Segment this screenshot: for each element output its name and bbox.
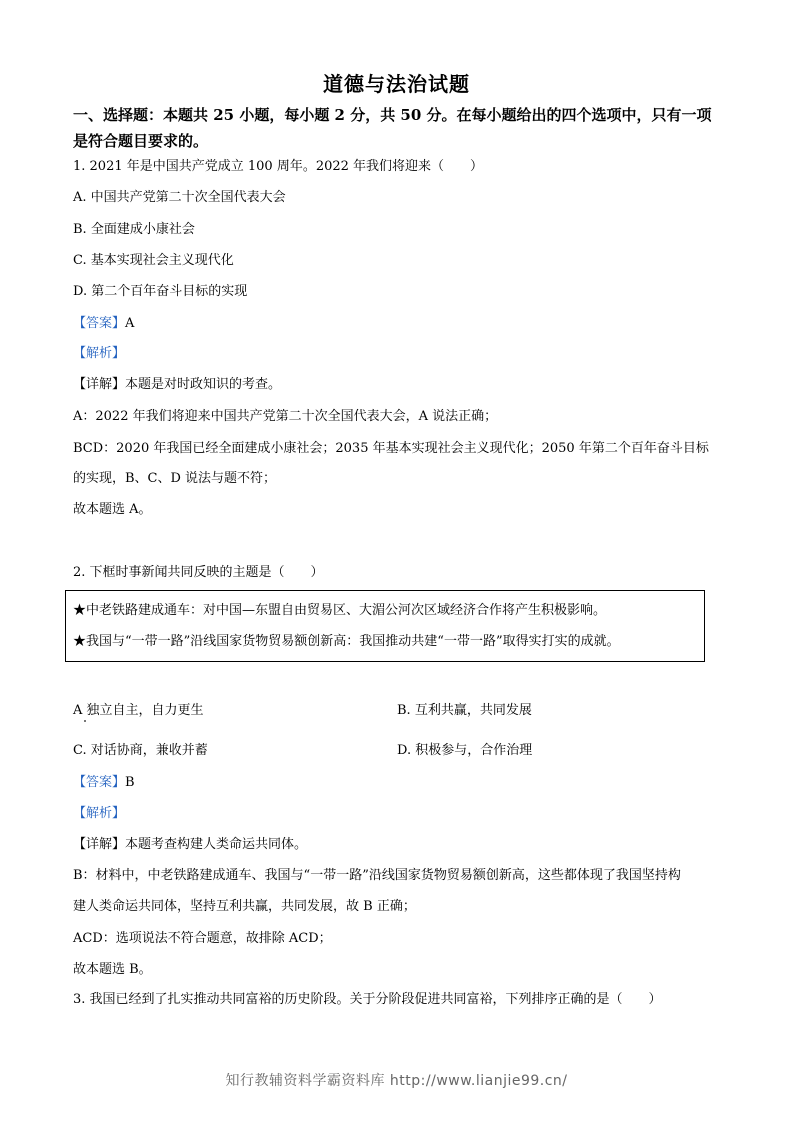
question-2-option-a: A 独立自主，自力更生 (73, 703, 204, 718)
question-2-analysis-tag: 【解析】 (73, 806, 126, 821)
question-2-explanation-line: ACD：选项说法不符合题意，故排除 ACD； (73, 931, 332, 946)
answer-value: A (125, 316, 135, 331)
question-2-stem: 2. 下框时事新闻共同反映的主题是（ ） (73, 565, 324, 580)
question-1-conclusion: 故本题选 A。 (73, 502, 152, 517)
question-2-conclusion: 故本题选 B。 (73, 962, 152, 977)
question-2-explanation-line: B：材料中，中老铁路建成通车、我国与“一带一路”沿线国家货物贸易额创新高，这些都体现了我国坚持构 (73, 868, 681, 883)
detail-text: 本题考查构建人类命运共同体。 (125, 837, 308, 852)
question-1-explanation-line: A：2022 年我们将迎来中国共产党第二十次全国代表大会，A 说法正确； (73, 409, 498, 424)
question-1-stem: 1. 2021 年是中国共产党成立 100 周年。2022 年我们将迎来（ ） (73, 159, 484, 174)
question-1-explanation-line: BCD：2020 年我国已经全面建成小康社会；2035 年基本实现社会主义现代化；2050 年第二个百年奋斗目标 (73, 441, 709, 456)
news-item: ★我国与“一带一路”沿线国家货物贸易额创新高：我国推动共建“一带一路”取得实打实的成就。 (73, 634, 620, 649)
question-1-detail (73, 375, 728, 395)
question-1-option-d: D. 第二个百年奋斗目标的实现 (73, 284, 248, 299)
answer-tag: 【答案】 (73, 316, 126, 331)
question-2-option-c: C. 对话协商，兼收并蓄 (73, 743, 208, 758)
question-1-option-b: B. 全面建成小康社会 (73, 222, 195, 237)
stray-dot (84, 720, 86, 722)
question-1-option-a: A. 中国共产党第二十次全国代表大会 (73, 190, 286, 205)
question-3-stem: 3. 我国已经到了扎实推动共同富裕的历史阶段。关于分阶段促进共同富裕，下列排序正确的是（ ） (73, 992, 662, 1007)
detail-text: 本题是对时政知识的考查。 (125, 377, 282, 392)
footer-watermark: 知行教辅资料学霸资料库 http://www.lianjie99.cn/ (225, 1073, 568, 1089)
detail-tag: 【详解】 (73, 837, 126, 852)
question-2-option-b: B. 互利共赢，共同发展 (397, 703, 532, 718)
detail-tag: 【详解】 (73, 377, 126, 392)
news-item: ★中老铁路建成通车：对中国—东盟自由贸易区、大湄公河次区域经济合作将产生积极影响。 (73, 603, 607, 618)
question-2-detail (73, 835, 728, 855)
question-1-analysis-tag: 【解析】 (73, 346, 126, 361)
news-box (65, 590, 705, 662)
section-heading: 一、选择题：本题共 25 小题，每小题 2 分，共 50 分。在每小题给出的四个选项中，只有一项是符合题目要求的。 (73, 106, 712, 150)
question-2-explanation-line: 建人类命运共同体，坚持互利共赢，共同发展，故 B 正确； (73, 899, 416, 914)
question-2-option-d: D. 积极参与，合作治理 (397, 743, 533, 758)
question-1-option-c: C. 基本实现社会主义现代化 (73, 253, 234, 268)
answer-value: B (125, 775, 135, 790)
question-1-answer (73, 314, 728, 334)
page-title: 道德与法治试题 (323, 72, 470, 96)
answer-tag: 【答案】 (73, 775, 126, 790)
question-2-answer (73, 773, 728, 793)
question-1-explanation-line: 的实现，B、C、D 说法与题不符； (73, 471, 277, 486)
